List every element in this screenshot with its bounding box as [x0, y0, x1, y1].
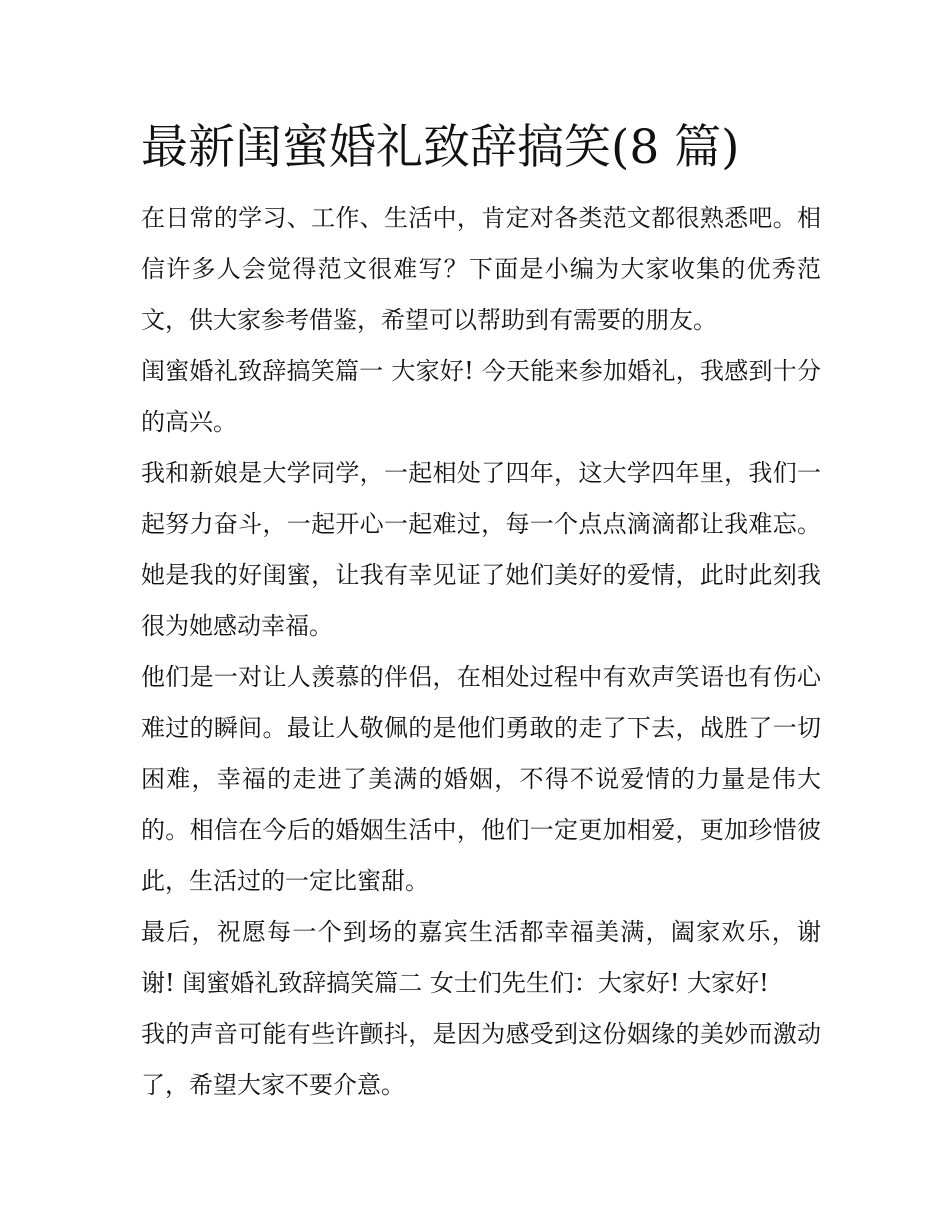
document-title: 最新闺蜜婚礼致辞搞笑(8 篇)	[141, 120, 740, 175]
paragraph-intro: 在日常的学习、工作、生活中，肯定对各类范文都很熟悉吧。相信许多人会觉得范文很难写？下面是小编为大家收集的优秀范文，供大家参考借鉴，希望可以帮助到有需要的朋友。	[141, 204, 821, 334]
paragraph-speech-one-opening: 闺蜜婚礼致辞搞笑篇一 大家好! 今天能来参加婚礼，我感到十分的高兴。	[141, 357, 821, 436]
paragraph-couple: 他们是一对让人羡慕的伴侣，在相处过程中有欢声笑语也有伤心难过的瞬间。最让人敬佩的是他们勇敢的走了下去，战胜了一切困难，幸福的走进了美满的婚姻，不得不说爱情的力量是伟大的。相信在今后的婚姻生活中，他们一定更加相爱，更加珍惜彼此，生活过的一定比蜜甜。	[141, 663, 821, 895]
paragraph-voice-trembling: 我的声音可能有些许颤抖，是因为感受到这份姻缘的美妙而激动了，希望大家不要介意。	[141, 1020, 821, 1099]
paragraph-closing-and-speech-two: 最后，祝愿每一个到场的嘉宾生活都幸福美满，阖家欢乐，谢谢! 闺蜜婚礼致辞搞笑篇二 女士们先生们：大家好! 大家好!	[141, 918, 821, 997]
paragraph-classmates: 我和新娘是大学同学，一起相处了四年，这大学四年里，我们一起努力奋斗，一起开心一起难过，每一个点点滴滴都让我难忘。她是我的好闺蜜，让我有幸见证了她们美好的爱情，此时此刻我很为她感动幸福。	[141, 459, 821, 640]
document-page	[141, 115, 821, 1111]
